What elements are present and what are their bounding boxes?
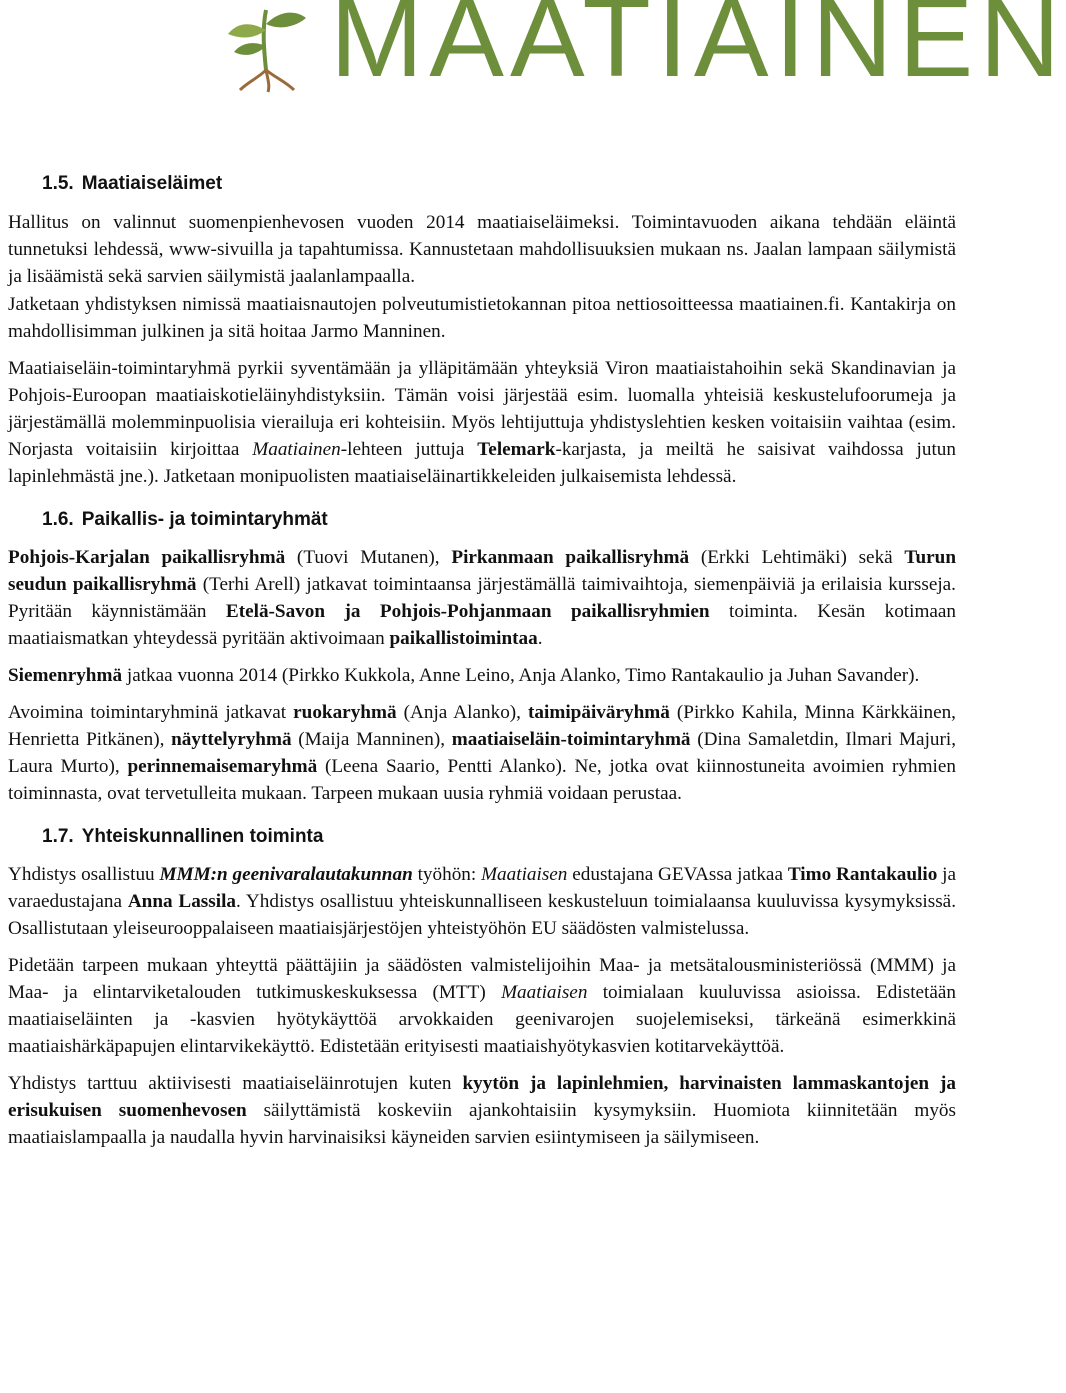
text-run: . [537,628,543,649]
emphasis-text: kyytön ja lapinlehmien, harvinaisten lammaskantojen ja erisukuisen suomenhevosen [8,1073,956,1121]
emphasis-text: Maatiainen [252,439,341,460]
emphasis-text: perinnemaisemaryhmä [127,756,318,777]
section-title: Maatiaiseläimet [81,173,223,194]
paragraph [8,291,956,345]
logo [0,0,1066,100]
paragraph [8,952,956,1060]
text-run: työhön: [412,864,482,885]
section-heading [42,172,956,196]
text-run: (Anja Alanko), [396,702,529,723]
text-run: Hallitus on valinnut suomenpienhevosen vuoden 2014 maatiaiseläimeksi. Toimintavuoden aikana tehdään eläintä tunnetuksi lehdessä, www-sivuilla ja tapahtumissa. Kannustetaan mahdollisuuksien mukaan ns. Jaalan lampaan säilymistä ja lisäämistä sekä sarvien säilymistä jaalanlampaalla. [8,212,956,287]
section-number: 1.5. [42,173,74,194]
text-run: säilyttämistä koskeviin ajankohtaisiin kysymyksiin. Huomiota kiinnitetään myös maatiaislampaalla ja naudalla hyvin harvinaisiksi käyneiden sarvien esiintymiseen ja säilymiseen. [8,1100,956,1148]
plant-logo-icon [218,0,314,92]
section-heading [42,508,956,532]
section-number: 1.6. [42,509,74,530]
text-run: toimialaan kuuluvissa asioissa. Edistetään maatiaiseläinten ja -kasvien hyötykäyttöä arvokkaiden geenivarojen suojelemiseksi, tärkeänä esimerkkinä maatiaishärkäpapujen elintarvikekäyttö. Edistetään erityisesti maatiaishyötykasvien kotitarvekäyttöä. [8,982,957,1057]
text-run: (Maija Manninen), [291,729,452,750]
text-run: . Yhdistys osallistuu yhteiskunnalliseen keskusteluun toimialaansa kuuluvissa kysymyksissä. Osallistutaan yleiseurooppalaiseen maatiaisjärjestöjen yhteistyöhön EU säädösten valmistelussa. [8,891,956,939]
emphasis-text: Siemenryhmä [8,665,123,686]
paragraph [8,662,956,689]
emphasis-text: taimipäiväryhmä [528,702,670,723]
emphasis-text: Maatiaisen [481,864,568,885]
text-run: edustajana GEVAssa jatkaa [567,864,788,885]
section-title: Yhteiskunnallinen toiminta [81,826,324,847]
text-run: (Tuovi Mutanen), [285,547,452,568]
text-run: -lehteen juttuja [340,439,478,460]
emphasis-text: Timo Rantakaulio [787,864,938,885]
section-heading [42,825,956,849]
text-run: Yhdistys osallistuu [8,864,160,885]
section-number: 1.7. [42,826,74,847]
text-run: Yhdistys tarttuu aktiivisesti maatiaiseläinrotujen kuten [8,1073,463,1094]
paragraph [8,1070,956,1151]
text-run: -karjasta, ja meiltä he saisivat vaihdossa jutun lapinlehmästä jne.). Jatketaan monipuolisten maatiaiseläinartikkeleiden julkaisemista lehdessä. [8,439,956,487]
section-title: Paikallis- ja toimintaryhmät [81,509,328,530]
paragraph [8,699,956,807]
logo-wordmark: MAATIAINEN [330,0,1066,100]
paragraph [8,861,956,942]
text-run: (Terhi Arell) jatkavat toimintaansa järjestämällä taimivaihtoja, siemenpäiviä ja erilaisia kursseja. Pyritään käynnistämään [8,574,956,622]
emphasis-text: Telemark [477,439,556,460]
emphasis-text: näyttelyryhmä [171,729,292,750]
paragraph [8,544,956,652]
emphasis-text: Etelä-Savon ja Pohjois-Pohjanmaan paikallisryhmien [225,601,710,622]
emphasis-text: Anna Lassila [127,891,236,912]
text-run: Avoimina toimintaryhminä jatkavat [8,702,294,723]
text-run: Maatiaiseläin-toimintaryhmä pyrkii syventämään ja ylläpitämään yhteyksiä Viron maatiaistahoihin sekä Skandinavian ja Pohjois-Euroopan maatiaiskotieläinyhdistyksiin. Tämän voisi järjestää esim. luomalla yhteisiä keskustelufoorumeja ja järjestämällä molemminpuolisia vierailuja eri kohteisiin. Myös lehtijuttuja yhdistyslehtien kesken voitaisiin vaihtaa (esim. Norjasta voitaisiin kirjoittaa [8,358,956,460]
text-run: (Pirkko Kahila, Minna Kärkkäinen, Henrietta Pitkänen), [8,702,956,750]
emphasis-text: MMM:n geenivaralautakunnan [159,864,413,885]
emphasis-text: ruokaryhmä [293,702,397,723]
text-run: Pidetään tarpeen mukaan yhteyttä päättäjiin ja säädösten valmistelijoihin Maa- ja metsätalousministeriössä (MMM) ja Maa- ja elintarviketalouden tutkimuskeskuksessa (MTT) [8,955,956,1003]
paragraph [8,209,956,290]
paragraph [8,355,956,490]
emphasis-text: maatiaiseläin-toimintaryhmä [451,729,691,750]
emphasis-text: Maatiaisen [501,982,588,1003]
section-paikallisryhmat [8,508,956,807]
text-run: (Leena Saario, Pentti Alanko). Ne, jotka ovat kiinnostuneita avoimien ryhmien toiminnasta, ovat tervetulleita mukaan. Tarpeen mukaan uusia ryhmiä voidaan perustaa. [8,756,956,804]
text-run: Jatketaan yhdistyksen nimissä maatiaisnautojen polveutumistietokannan pitoa nettiosoitteessa maatiainen.fi. Kantakirja on mahdollisimman julkinen ja sitä hoitaa Jarmo Manninen. [8,294,956,342]
text-run: (Erkki Lehtimäki) sekä [689,547,905,568]
text-run: ja varaedustajana [8,864,956,912]
emphasis-text: Pohjois-Karjalan paikallisryhmä [8,547,286,568]
text-run: toiminta. Kesän kotimaan maatiaismatkan yhteydessä pyritään aktivoimaan [8,601,956,649]
emphasis-text: Turun seudun paikallisryhmä [8,547,956,595]
section-yhteiskunnallinen [8,825,956,1151]
section-maatiaiselaimet [8,172,956,490]
document-body [8,172,956,1169]
text-run: jatkaa vuonna 2014 (Pirkko Kukkola, Anne Leino, Anja Alanko, Timo Rantakaulio ja Juhan Savander). [122,665,920,686]
emphasis-text: paikallistoimintaa [389,628,538,649]
text-run: (Dina Samaletdin, Ilmari Majuri, Laura Murto), [8,729,957,777]
emphasis-text: Pirkanmaan paikallisryhmä [451,547,690,568]
